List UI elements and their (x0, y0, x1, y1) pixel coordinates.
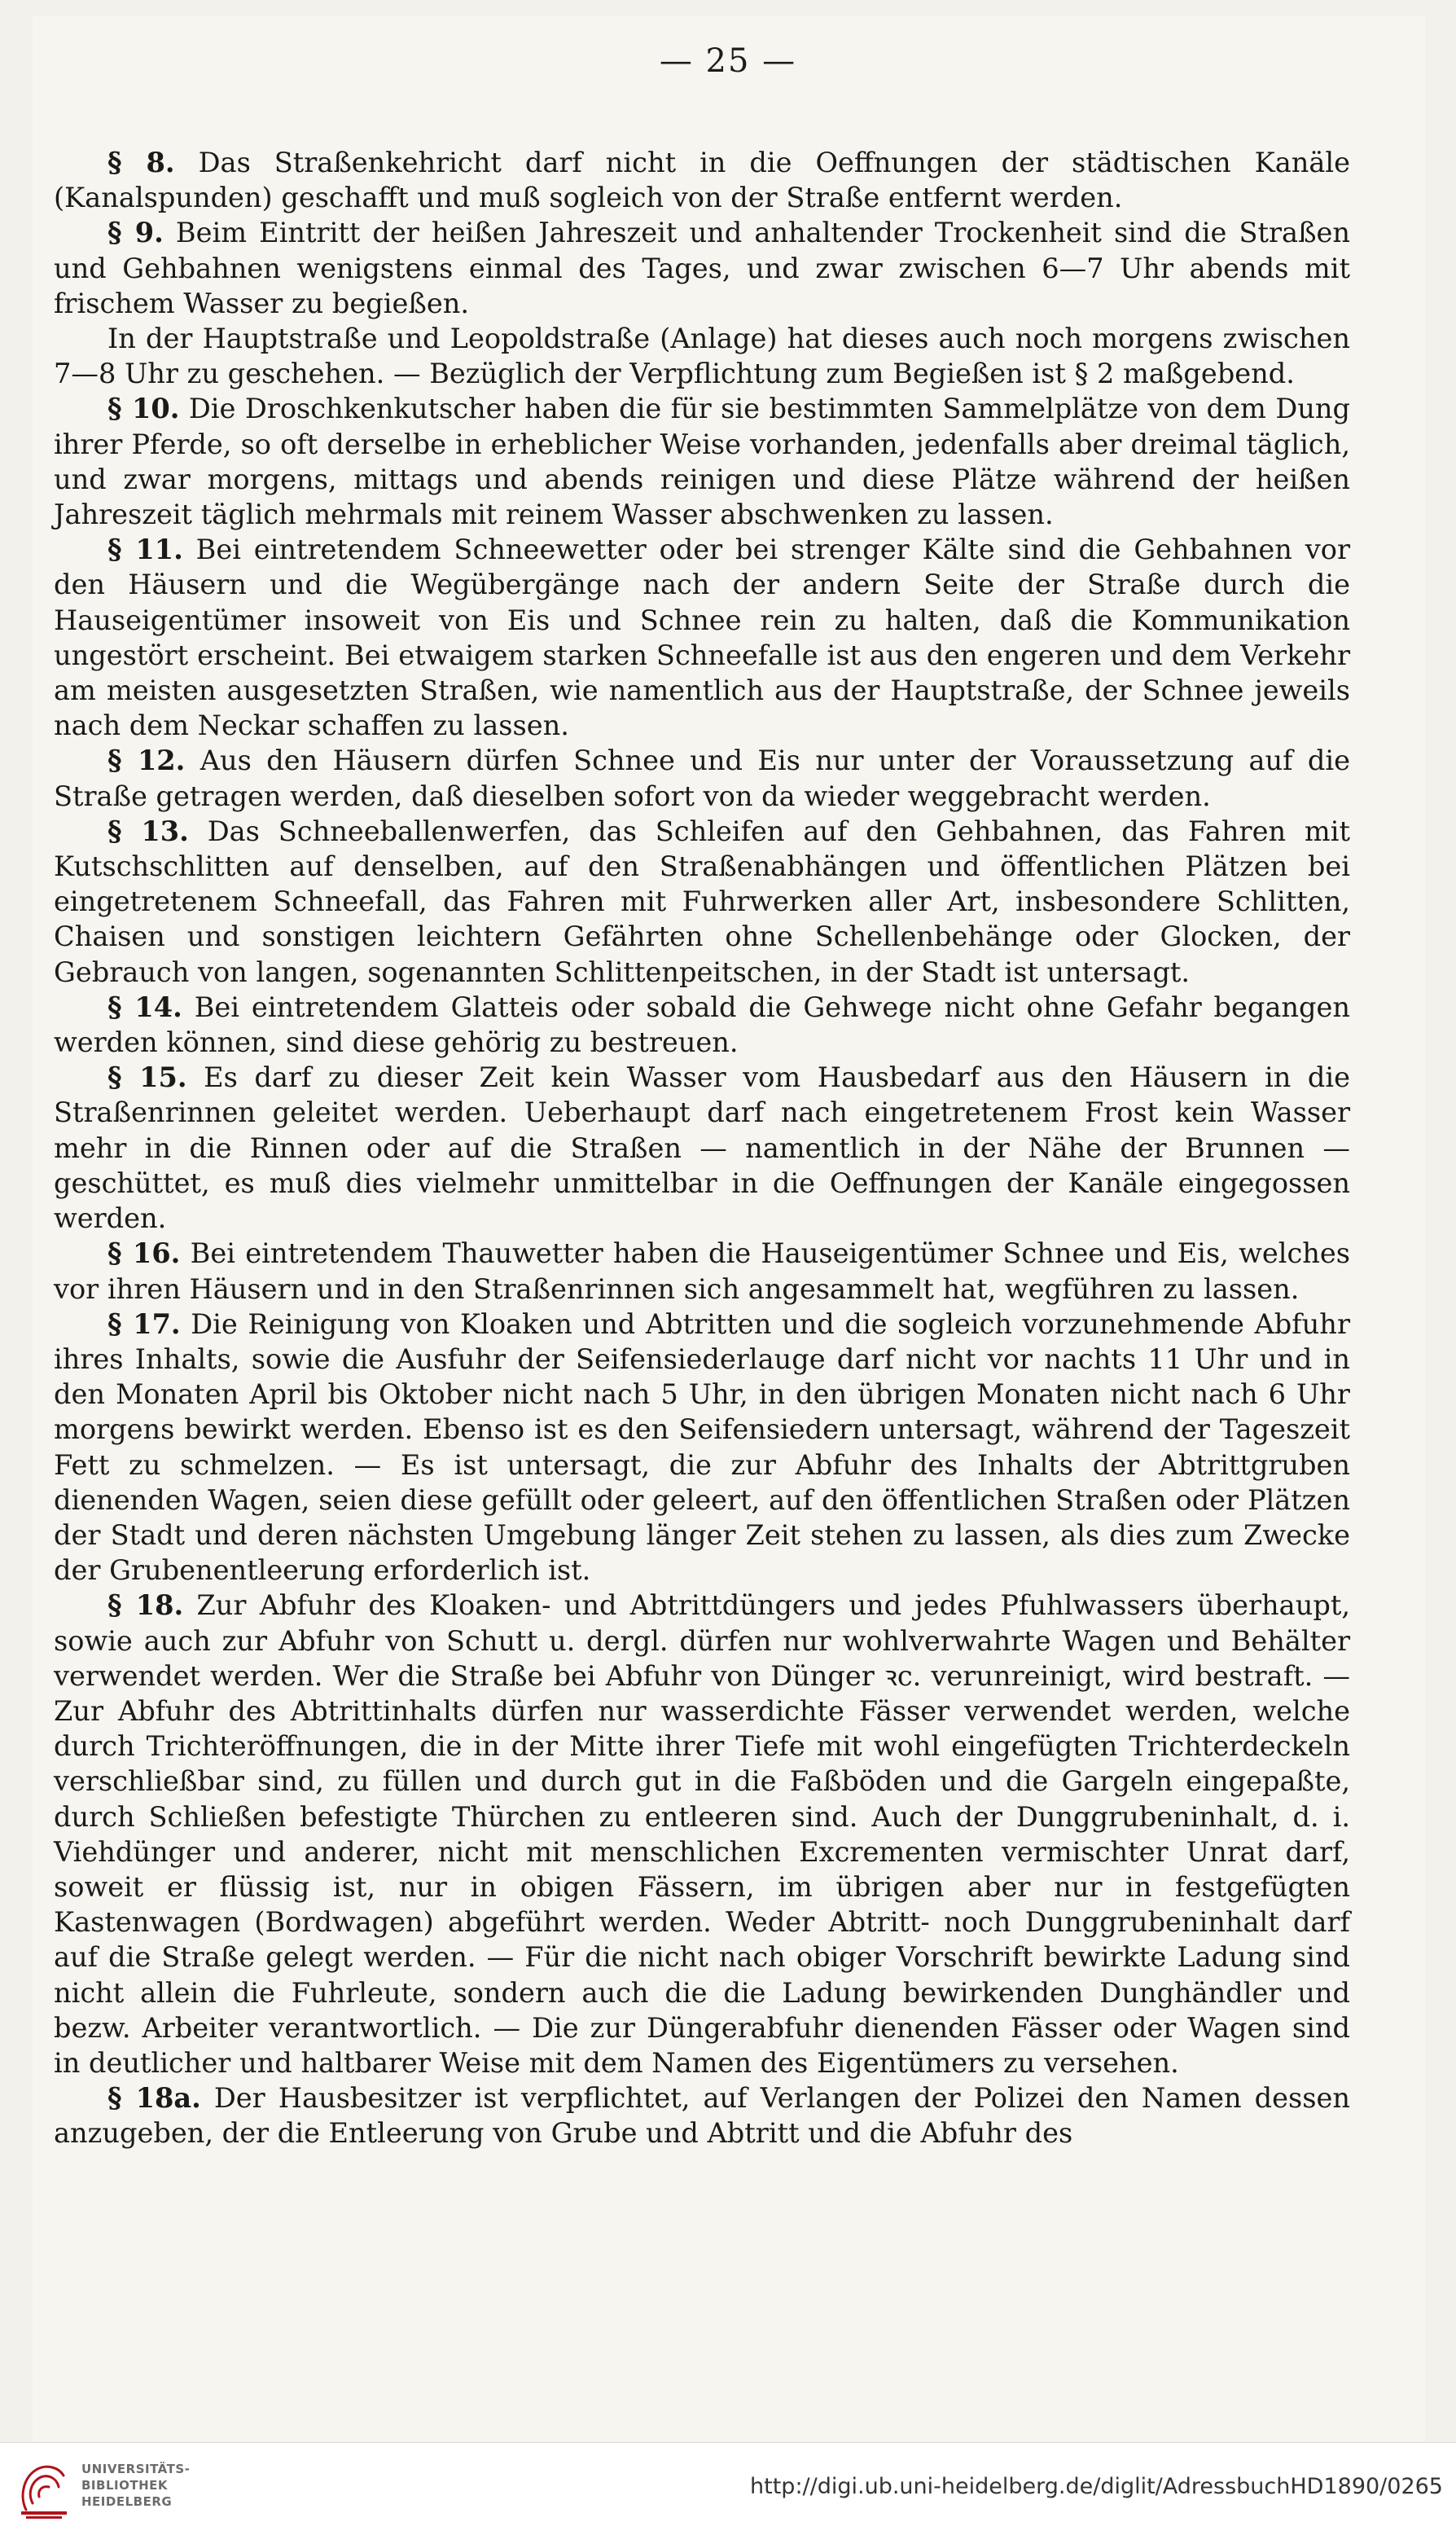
section-number: § 11. (107, 533, 183, 566)
section-number: § 14. (107, 990, 182, 1023)
ordinance-text (54, 145, 1350, 2151)
paragraph-text: Das Schneeballenwerfen, das Schleifen auf den Gehbahnen, das Fahren mit Kutschschlitten auf denselben, auf den Straßenabhängen und öffentlichen Plätzen bei eingetretenem Schneefall, das Fahren mit Fuhrwerken aller Art, insbesondere Schlitten, Chaisen und sonstigen leichtern Gefährten ohne Schellenbehänge oder Glocken, der Gebrauch von langen, sogenannten Schlittenpeitschen, in der Stadt ist untersagt. (54, 815, 1351, 988)
section-number: § 10. (107, 392, 180, 425)
paragraph-text: Bei eintretendem Thauwetter haben die Hauseigentümer Schnee und Eis, welches vor ihren Häusern und in den Straßenrinnen sich angesammelt hat, wegführen zu lassen. (54, 1237, 1350, 1305)
paragraph-section-13 (54, 814, 1350, 990)
paragraph-section-16 (54, 1236, 1350, 1306)
section-number: § 18a. (107, 2081, 201, 2115)
library-name-line: HEIDELBERG (81, 2494, 173, 2509)
paragraph-section-14 (54, 990, 1350, 1060)
paragraph-section-10 (54, 391, 1350, 532)
library-seal-icon (15, 2456, 73, 2521)
library-name (81, 2461, 190, 2510)
section-number: § 9. (107, 216, 164, 249)
permalink-url[interactable]: http://digi.ub.uni-heidelberg.de/diglit/AdressbuchHD1890/0265 (750, 2474, 1443, 2499)
paragraph-section-9 (54, 215, 1350, 321)
section-number: § 12. (107, 744, 186, 777)
paragraph-section-15 (54, 1060, 1350, 1236)
paragraph-text: Das Straßenkehricht darf nicht in die Oeffnungen der städtischen Kanäle (Kanalspunden) geschafft und muß sogleich von der Straße entfernt werden. (54, 147, 1350, 214)
paragraph-section-18a (54, 2080, 1350, 2151)
section-number: § 13. (107, 814, 189, 847)
paragraph-section-17 (54, 1307, 1350, 1588)
paragraph-text: Der Hausbesitzer ist verpflichtet, auf Verlangen der Polizei den Namen dessen anzugeben, der die Entleerung von Grube und Abtritt und die Abfuhr des (54, 2082, 1350, 2150)
paragraph-text: Die Droschkenkutscher haben die für sie bestimmten Sammelplätze von dem Dung ihrer Pferde, so oft derselbe in erheblicher Weise vorhanden, jedenfalls aber dreimal täglich, und zwar morgens, mittags und abends reinigen und diese Plätze während der heißen Jahreszeit täglich mehrmals mit reinem Wasser abschwenken zu lassen. (54, 393, 1350, 531)
section-number: § 17. (107, 1307, 181, 1340)
section-number: § 8. (107, 146, 175, 178)
paragraph-text: Bei eintretendem Glatteis oder sobald die Gehwege nicht ohne Gefahr begangen werden können, sind diese gehörig zu bestreuen. (54, 991, 1350, 1059)
paragraph-section-11 (54, 532, 1350, 743)
paragraph-text: Bei eintretendem Schneewetter oder bei strenger Kälte sind die Gehbahnen vor den Häusern und die Wegübergänge nach der andern Seite der Straße durch die Hauseigentümer insoweit von Eis und Schnee rein zu halten, daß die Kommunikation ungestört erscheint. Bei etwaigem starken Schneefalle ist aus den engeren und dem Verkehr am meisten ausgesetzten Straßen, wie namentlich aus der Hauptstraße, der Schnee jeweils nach dem Neckar schaffen zu lassen. (54, 534, 1350, 742)
paragraph-text: Die Reinigung von Kloaken und Abtritten und die sogleich vorzunehmende Abfuhr ihres Inhalts, sowie die Ausfuhr der Seifensiederlauge darf nicht vor nachts 11 Uhr und in den Monaten April bis Oktober nicht nach 5 Uhr, in den übrigen Monaten nicht nach 6 Uhr morgens bewirkt werden. Ebenso ist es den Seifensiedern untersagt, während der Tageszeit Fett zu schmelzen. — Es ist untersagt, die zur Abfuhr des Inhalts der Abtrittgruben dienenden Wagen, seien diese gefüllt oder geleert, auf den öffentlichen Straßen oder Plätzen der Stadt und deren nächsten Umgebung länger Zeit stehen zu lassen, als dies zum Zwecke der Grubenentleerung erforderlich ist. (54, 1307, 1350, 1587)
library-name-line: UNIVERSITÄTS- (81, 2462, 191, 2476)
paragraph-section-12 (54, 743, 1350, 813)
paragraph-text: In der Hauptstraße und Leopoldstraße (Anlage) hat dieses auch noch morgens zwischen 7—8 Uhr zu geschehen. — Bezüglich der Verpflichtung zum Begießen ist § 2 maßgebend. (54, 323, 1350, 390)
paragraph-text: Es darf zu dieser Zeit kein Wasser vom Hausbedarf aus den Häusern in die Straßenrinnen geleitet werden. Ueberhaupt darf nach eingetretenem Frost kein Wasser mehr in die Rinnen oder auf die Straßen — namentlich in der Nähe der Brunnen — geschüttet, es muß dies vielmehr unmittelbar in die Oeffnungen der Kanäle eingegossen werden. (54, 1061, 1350, 1235)
paragraph-text: Beim Eintritt der heißen Jahreszeit und anhaltender Trockenheit sind die Straßen und Gehbahnen wenigstens einmal des Tages, und zwar zwischen 6—7 Uhr abends mit frischem Wasser zu begießen. (54, 217, 1350, 319)
paragraph-section-18 (54, 1588, 1350, 2080)
paragraph-section-8 (54, 145, 1350, 215)
section-number: § 15. (107, 1061, 187, 1094)
library-name-line: BIBLIOTHEK (81, 2478, 168, 2493)
paragraph-text: Zur Abfuhr des Kloaken- und Abtrittdüngers und jedes Pfuhlwassers überhaupt, sowie auch zur Abfuhr von Schutt u. dergl. dürfen nur wohlverwahrte Wagen und Behälter verwendet werden. Wer die Straße bei Abfuhr von Dünger ꝛc. verunreinigt, wird bestraft. — Zur Abfuhr des Abtrittinhalts dürfen nur wasserdichte Fässer verwendet werden, welche durch Trichteröffnungen, die in der Mitte ihrer Tiefe mit wohl eingefügten Trichterdeckeln verschließbar sind, zu füllen und durch gut in die Faßböden und die Gargeln eingepaßte, durch Schließen befestigte Thürchen zu entleeren sind. Auch der Dunggrubeninhalt, d. i. Viehdünger und anderer, nicht mit menschlichen Excrementen vermischter Unrat darf, soweit er flüssig ist, nur in obigen Fässern, im übrigen aber nur in festgefügten Kastenwagen (Bordwagen) abgeführt werden. Weder Abtritt- noch Dunggrubeninhalt darf auf die Straße gelegt werden. — Für die nicht nach obiger Vorschrift bewirkte Ladung sind nicht allein die Fuhrleute, sondern auch die die Ladung bewirkenden Dunghändler und bezw. Arbeiter verantwortlich. — Die zur Düngerabfuhr dienenden Fässer oder Wagen sind in deutlicher und haltbarer Weise mit dem Namen des Eigentümers zu versehen. (54, 1589, 1350, 2079)
section-number: § 16. (107, 1237, 181, 1270)
section-number: § 18. (107, 1588, 184, 1622)
library-footer (0, 2443, 1456, 2535)
paragraph-section-9-continued (54, 321, 1350, 391)
page-number: — 25 — (659, 42, 797, 80)
paragraph-text: Aus den Häusern dürfen Schnee und Eis nur unter der Voraussetzung auf die Straße getragen werden, daß dieselben sofort von da wieder weggebracht werden. (54, 745, 1350, 812)
